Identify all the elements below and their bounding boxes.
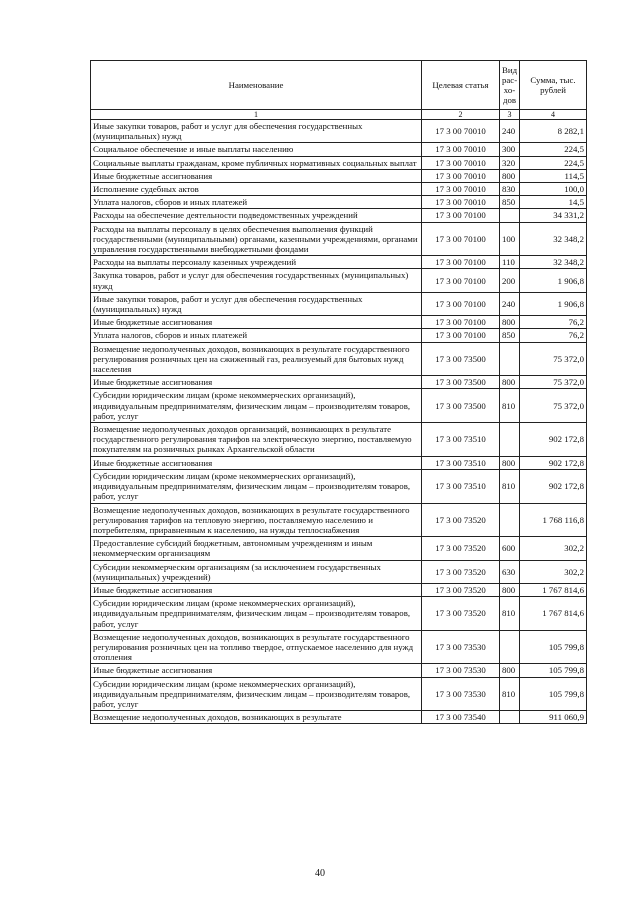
row-code-cell: 17 3 00 73520 bbox=[422, 597, 500, 631]
row-type-cell bbox=[500, 711, 520, 724]
row-code-cell: 17 3 00 70010 bbox=[422, 196, 500, 209]
table-row bbox=[91, 583, 587, 596]
page-number: 40 bbox=[315, 868, 325, 879]
row-code-cell: 17 3 00 73510 bbox=[422, 423, 500, 457]
table-row bbox=[91, 503, 587, 537]
row-sum-cell: 105 799,8 bbox=[520, 630, 587, 664]
row-sum-cell: 76,2 bbox=[520, 316, 587, 329]
row-code-cell: 17 3 00 73520 bbox=[422, 537, 500, 560]
table-row bbox=[91, 342, 587, 376]
table-row bbox=[91, 156, 587, 169]
row-sum-cell: 1 768 116,8 bbox=[520, 503, 587, 537]
table-row bbox=[91, 711, 587, 724]
row-code-cell: 17 3 00 70010 bbox=[422, 183, 500, 196]
row-code-cell: 17 3 00 70010 bbox=[422, 156, 500, 169]
row-name-cell: Субсидии юридическим лицам (кроме некоммерческих организаций), индивидуальным предпринимателям, физическим лицам – производителям товаров, работ, услуг bbox=[91, 469, 422, 503]
table-row bbox=[91, 456, 587, 469]
row-code-cell: 17 3 00 70100 bbox=[422, 269, 500, 292]
row-name-cell: Иные бюджетные ассигнования bbox=[91, 316, 422, 329]
row-sum-cell: 75 372,0 bbox=[520, 389, 587, 423]
row-name-cell: Иные бюджетные ассигнования bbox=[91, 664, 422, 677]
table-row bbox=[91, 209, 587, 222]
table-row bbox=[91, 196, 587, 209]
column-number: 3 bbox=[500, 110, 520, 120]
row-sum-cell: 1 767 814,6 bbox=[520, 597, 587, 631]
row-code-cell: 17 3 00 70010 bbox=[422, 120, 500, 143]
row-code-cell: 17 3 00 70100 bbox=[422, 256, 500, 269]
row-sum-cell: 76,2 bbox=[520, 329, 587, 342]
row-sum-cell: 75 372,0 bbox=[520, 376, 587, 389]
header-code: Целевая статья bbox=[422, 61, 500, 110]
row-name-cell: Возмещение недополученных доходов, возникающих в результате государственного регулирования розничных цен на топливо твердое, отпускаемое населению для нужд отопления bbox=[91, 630, 422, 664]
row-code-cell: 17 3 00 70100 bbox=[422, 316, 500, 329]
row-sum-cell: 902 172,8 bbox=[520, 456, 587, 469]
row-sum-cell: 224,5 bbox=[520, 156, 587, 169]
row-name-cell: Иные закупки товаров, работ и услуг для обеспечения государственных (муниципальных) нужд bbox=[91, 120, 422, 143]
row-type-cell: 240 bbox=[500, 292, 520, 315]
row-sum-cell: 114,5 bbox=[520, 169, 587, 182]
row-type-cell: 200 bbox=[500, 269, 520, 292]
row-type-cell: 810 bbox=[500, 469, 520, 503]
row-name-cell: Предоставление субсидий бюджетным, автономным учреждениям и иным некоммерческим организациям bbox=[91, 537, 422, 560]
row-code-cell: 17 3 00 73520 bbox=[422, 583, 500, 596]
row-name-cell: Иные бюджетные ассигнования bbox=[91, 456, 422, 469]
row-name-cell: Субсидии некоммерческим организациям (за исключением государственных (муниципальных) учреждений) bbox=[91, 560, 422, 583]
row-name-cell: Расходы на выплаты персоналу в целях обеспечения выполнения функций государственными (муниципальными) органами, казенными учреждениями, органами управления государственными внебюджетными фондами bbox=[91, 222, 422, 256]
row-name-cell: Иные закупки товаров, работ и услуг для обеспечения государственных (муниципальных) нужд bbox=[91, 292, 422, 315]
row-code-cell: 17 3 00 73540 bbox=[422, 711, 500, 724]
table-body bbox=[91, 120, 587, 724]
row-sum-cell: 911 060,9 bbox=[520, 711, 587, 724]
row-type-cell: 800 bbox=[500, 169, 520, 182]
row-code-cell: 17 3 00 73520 bbox=[422, 503, 500, 537]
row-sum-cell: 1 906,8 bbox=[520, 292, 587, 315]
row-type-cell: 100 bbox=[500, 222, 520, 256]
row-name-cell: Возмещение недополученных доходов, возникающих в результате государственного регулирования розничных цен на сжиженный газ, реализуемый для бытовых нужд населения bbox=[91, 342, 422, 376]
table-row bbox=[91, 256, 587, 269]
row-type-cell bbox=[500, 630, 520, 664]
row-type-cell: 800 bbox=[500, 376, 520, 389]
row-name-cell: Возмещение недополученных доходов, возникающих в результате государственного регулирования тарифов на тепловую энергию, поставляемую населению и потребителям, приравненным к населению, на нужды теплоснабжения bbox=[91, 503, 422, 537]
table-row bbox=[91, 120, 587, 143]
row-sum-cell: 1 767 814,6 bbox=[520, 583, 587, 596]
table-row bbox=[91, 269, 587, 292]
row-code-cell: 17 3 00 73520 bbox=[422, 560, 500, 583]
row-code-cell: 17 3 00 70100 bbox=[422, 329, 500, 342]
row-type-cell: 800 bbox=[500, 456, 520, 469]
row-type-cell bbox=[500, 342, 520, 376]
row-type-cell: 800 bbox=[500, 664, 520, 677]
row-sum-cell: 302,2 bbox=[520, 560, 587, 583]
budget-table bbox=[90, 60, 587, 724]
row-name-cell: Иные бюджетные ассигнования bbox=[91, 376, 422, 389]
row-sum-cell: 100,0 bbox=[520, 183, 587, 196]
table-row bbox=[91, 560, 587, 583]
row-name-cell: Расходы на выплаты персоналу казенных учреждений bbox=[91, 256, 422, 269]
table-row bbox=[91, 677, 587, 711]
row-code-cell: 17 3 00 73510 bbox=[422, 469, 500, 503]
row-name-cell: Уплата налогов, сборов и иных платежей bbox=[91, 329, 422, 342]
row-type-cell: 810 bbox=[500, 597, 520, 631]
header-name: Наименование bbox=[91, 61, 422, 110]
row-type-cell: 600 bbox=[500, 537, 520, 560]
row-code-cell: 17 3 00 70010 bbox=[422, 169, 500, 182]
table-row bbox=[91, 292, 587, 315]
row-name-cell: Закупка товаров, работ и услуг для обеспечения государственных (муниципальных) нужд bbox=[91, 269, 422, 292]
table-row bbox=[91, 316, 587, 329]
row-type-cell bbox=[500, 423, 520, 457]
row-code-cell: 17 3 00 70100 bbox=[422, 292, 500, 315]
row-name-cell: Социальные выплаты гражданам, кроме публичных нормативных социальных выплат bbox=[91, 156, 422, 169]
row-type-cell: 810 bbox=[500, 677, 520, 711]
table-row bbox=[91, 169, 587, 182]
table-row bbox=[91, 183, 587, 196]
table-row bbox=[91, 597, 587, 631]
row-name-cell: Иные бюджетные ассигнования bbox=[91, 583, 422, 596]
row-type-cell: 110 bbox=[500, 256, 520, 269]
table-row bbox=[91, 537, 587, 560]
row-name-cell: Иные бюджетные ассигнования bbox=[91, 169, 422, 182]
row-type-cell: 320 bbox=[500, 156, 520, 169]
row-code-cell: 17 3 00 70100 bbox=[422, 222, 500, 256]
row-type-cell: 810 bbox=[500, 389, 520, 423]
row-name-cell: Расходы на обеспечение деятельности подведомственных учреждений bbox=[91, 209, 422, 222]
row-sum-cell: 32 348,2 bbox=[520, 222, 587, 256]
table-row bbox=[91, 423, 587, 457]
row-name-cell: Социальное обеспечение и иные выплаты населению bbox=[91, 143, 422, 156]
table-row bbox=[91, 143, 587, 156]
row-type-cell: 800 bbox=[500, 583, 520, 596]
column-number: 4 bbox=[520, 110, 587, 120]
table-row bbox=[91, 630, 587, 664]
header-sum: Сумма, тыс. рублей bbox=[520, 61, 587, 110]
row-type-cell: 850 bbox=[500, 329, 520, 342]
row-name-cell: Субсидии юридическим лицам (кроме некоммерческих организаций), индивидуальным предпринимателям, физическим лицам – производителям товаров, работ, услуг bbox=[91, 677, 422, 711]
column-number-row bbox=[91, 110, 587, 120]
row-type-cell: 850 bbox=[500, 196, 520, 209]
row-code-cell: 17 3 00 73500 bbox=[422, 376, 500, 389]
row-sum-cell: 1 906,8 bbox=[520, 269, 587, 292]
row-name-cell: Исполнение судебных актов bbox=[91, 183, 422, 196]
row-sum-cell: 105 799,8 bbox=[520, 664, 587, 677]
column-number: 2 bbox=[422, 110, 500, 120]
row-code-cell: 17 3 00 73530 bbox=[422, 630, 500, 664]
row-sum-cell: 902 172,8 bbox=[520, 423, 587, 457]
row-sum-cell: 32 348,2 bbox=[520, 256, 587, 269]
row-code-cell: 17 3 00 73500 bbox=[422, 389, 500, 423]
row-name-cell: Субсидии юридическим лицам (кроме некоммерческих организаций), индивидуальным предпринимателям, физическим лицам – производителям товаров, работ, услуг bbox=[91, 597, 422, 631]
row-code-cell: 17 3 00 73530 bbox=[422, 677, 500, 711]
table-row bbox=[91, 664, 587, 677]
row-sum-cell: 75 372,0 bbox=[520, 342, 587, 376]
row-code-cell: 17 3 00 73510 bbox=[422, 456, 500, 469]
row-type-cell: 240 bbox=[500, 120, 520, 143]
row-type-cell bbox=[500, 209, 520, 222]
row-sum-cell: 105 799,8 bbox=[520, 677, 587, 711]
row-code-cell: 17 3 00 73530 bbox=[422, 664, 500, 677]
row-type-cell: 300 bbox=[500, 143, 520, 156]
table-row bbox=[91, 222, 587, 256]
row-name-cell: Возмещение недополученных доходов, возникающих в результате bbox=[91, 711, 422, 724]
row-sum-cell: 34 331,2 bbox=[520, 209, 587, 222]
row-code-cell: 17 3 00 70010 bbox=[422, 143, 500, 156]
row-name-cell: Возмещение недополученных доходов организаций, возникающих в результате государственного регулирования тарифов на электрическую энергию, поставляемую покупателям на розничных рынках Архангельской области bbox=[91, 423, 422, 457]
row-type-cell: 630 bbox=[500, 560, 520, 583]
row-code-cell: 17 3 00 73500 bbox=[422, 342, 500, 376]
header-row bbox=[91, 61, 587, 110]
column-number: 1 bbox=[91, 110, 422, 120]
row-name-cell: Уплата налогов, сборов и иных платежей bbox=[91, 196, 422, 209]
row-sum-cell: 302,2 bbox=[520, 537, 587, 560]
table-row bbox=[91, 389, 587, 423]
table-row bbox=[91, 469, 587, 503]
row-sum-cell: 14,5 bbox=[520, 196, 587, 209]
row-type-cell bbox=[500, 503, 520, 537]
row-code-cell: 17 3 00 70100 bbox=[422, 209, 500, 222]
row-sum-cell: 902 172,8 bbox=[520, 469, 587, 503]
row-name-cell: Субсидии юридическим лицам (кроме некоммерческих организаций), индивидуальным предпринимателям, физическим лицам – производителям товаров, работ, услуг bbox=[91, 389, 422, 423]
header-type: Вид рас-хо-дов bbox=[500, 61, 520, 110]
row-type-cell: 830 bbox=[500, 183, 520, 196]
row-sum-cell: 224,5 bbox=[520, 143, 587, 156]
table-row bbox=[91, 329, 587, 342]
row-sum-cell: 8 282,1 bbox=[520, 120, 587, 143]
row-type-cell: 800 bbox=[500, 316, 520, 329]
table-row bbox=[91, 376, 587, 389]
